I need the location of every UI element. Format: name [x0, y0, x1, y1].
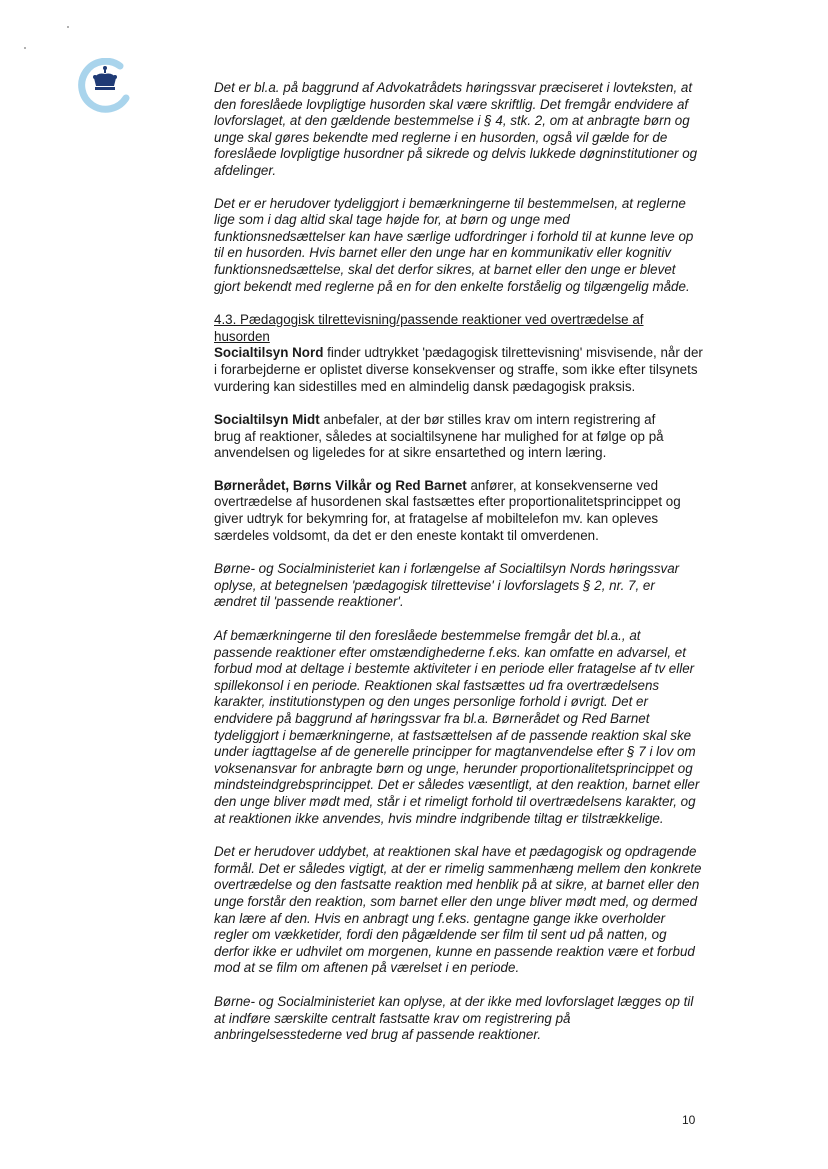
paragraph-8: Det er herudover uddybet, at reaktionen skal have et pædagogisk og opdragende formål. Det er således vigtigt, at der er rimelig sammenhæng mellem den konkrete overtrædelse og den fastsatte reaktion med henblik på at sikre, at barnet eller den unge forstår den reaktion, som barnet eller den unge bliver mødt med, og dermed kan lære af den. Hvis en anbragt ung f.eks. gentagne gange ikke overholder regler om vækketider, fordi den pågældende ser film til sent ud på natten, og derfor ikke er udhvilet om morgenen, kunne en passende reaktion være et forbud mod at se film om aftenen på værelset i en periode. — [214, 844, 702, 976]
section-heading: 4.3. Pædagogisk tilrettevisning/passende reaktioner ved overtrædelse af husorden — [214, 312, 644, 344]
org-name: Socialtilsyn Midt — [214, 412, 320, 428]
paragraph-7: Af bemærkningerne til den foreslåede bestemmelse fremgår det bl.a., at passende reaktioner efter omstændighederne f.eks. kan omfatte en advarsel, et forbud mod at deltage i bestemte aktiviteter i en periode eller fratagelse af tv eller spillekonsol i en periode. Reaktionen skal fastsættes ud fra overtrædelsens karakter, institutionstypen og den unges personlige forhold i øvrigt. Det er endvidere på baggrund af høringssvar fra bl.a. Børnerådet og Red Barnet tydeliggjort i bemærkningerne, at fastsættelsen af de passende reaktion skal ske under iagttagelse af de generelle principper for magtanvendelse efter § 7 i lov om voksenansvar for anbragte børn og unge, herunder proportionalitetsprincippet og mindsteindgrebsprincippet. Det er således væsentligt, at den reaktion, barnet eller den unge bliver mødt med, står i et rimeligt forhold til overtrædelsens karakter, og at reaktionen ikke anvendes, hvis mindre indgribende tiltag er tilstrækkelige. — [214, 628, 700, 826]
org-name: Børnerådet, Børns Vilkår og Red Barnet — [214, 477, 467, 493]
paragraph-3 — [214, 345, 704, 395]
scan-speck — [67, 26, 69, 28]
paragraph-3-text: finder udtrykket 'pædagogisk tilrettevisning' misvisende, når der i forarbejderne er oplistet diverse konsekvenser og straffe, som ikke efter tilsynets vurdering kan sidestilles med en almindelig dansk pædagogisk praksis. — [214, 345, 703, 394]
scan-speck — [24, 47, 26, 49]
org-name: Socialtilsyn Nord — [214, 345, 324, 361]
paragraph-9: Børne- og Socialministeriet kan oplyse, at der ikke med lovforslaget lægges op til at indføre særskilte centralt fastsatte krav om registrering på anbringelsesstederne ved brug af passende reaktioner. — [214, 993, 694, 1043]
paragraph-4-text: anbefaler, at der bør stilles krav om intern registrering af brug af reaktioner, således at socialtilsynene har mulighed for at følge op på anvendelsen og ligeledes for at sikre ensartethed og intern læring. — [214, 412, 664, 461]
paragraph-5-text: anfører, at konsekvenserne ved overtrædelse af husordenen skal fastsættes efter proportionalitetsprincippet og giver udtryk for bekymring for, at fratagelse af mobiltelefon mv. kan opleves særdeles voldsomt, da det er den eneste kontakt til omverdenen. — [214, 477, 681, 543]
page-number: 10 — [682, 1113, 696, 1127]
paragraph-6: Børne- og Socialministeriet kan i forlængelse af Socialtilsyn Nords høringssvar oplyse, at betegnelsen 'pædagogisk tilrettevise' i lovforslagets § 2, nr. 7, er ændret til 'passende reaktioner'. — [214, 561, 680, 610]
paragraph-1: Det er bl.a. på baggrund af Advokatrådets høringssvar præciseret i lovteksten, at den foreslåede lovpligtige husorden skal være skriftlig. Det fremgår endvidere af lovforslaget, at den gældende bestemmelse i § 4, stk. 2, om at anbragte børn og unge skal gøres bekendte med reglerne i en husorden, også vil gælde for de foreslåede lovpligtige husordner på sikrede og delvis lukkede døgninstitutioner og afdelinger. — [214, 80, 698, 178]
crown-logo-icon — [76, 58, 132, 114]
document-body — [214, 80, 702, 1044]
paragraph-2: Det er er herudover tydeliggjort i bemærkningerne til bestemmelsen, at reglerne lige som i dag altid skal tage højde for, at børn og unge med funktionsnedsættelser kan have særlige udfordringer i forhold til at kunne leve op til en husorden. Hvis barnet eller den unge har en kommunikativ eller kognitiv funktionsnedsættelse, skal det derfor sikres, at barnet eller den unge er blevet gjort bekendt med reglerne på en for den enkelte forståelig og tilgængelig måde. — [214, 195, 694, 294]
paragraph-4 — [214, 412, 684, 462]
logo — [76, 58, 132, 114]
paragraph-5 — [214, 478, 702, 544]
